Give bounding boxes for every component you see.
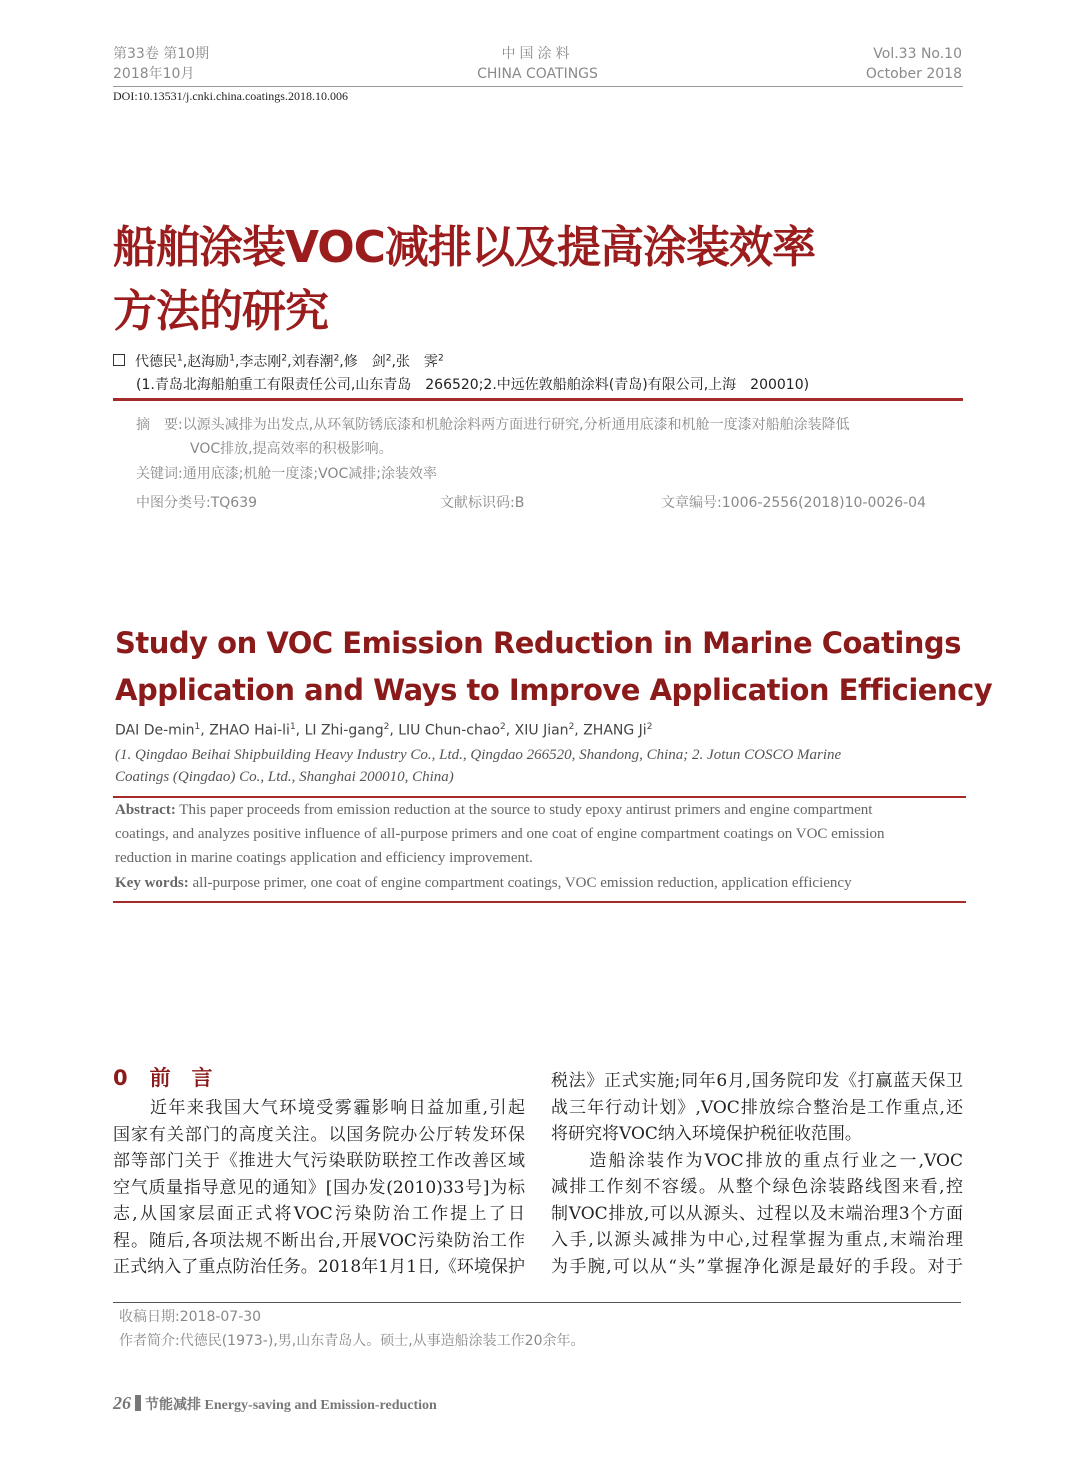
abstract-cn-label: 摘 要: [136, 417, 183, 433]
author: 赵海励 [187, 354, 230, 370]
title-cn-line2: 方法的研究 [113, 286, 328, 337]
section-heading [113, 1062, 213, 1092]
body-text-line: 志,从国家层面正式将VOC污染防治工作提上了日 [113, 1204, 525, 1224]
received-date: 收稿日期:2018-07-30 [119, 1309, 262, 1325]
affiliation-en-line2: Coatings (Qingdao) Co., Ltd., Shanghai 200010, China) [115, 769, 454, 785]
author: 修 剑 [343, 354, 386, 370]
author: 代德民 [135, 354, 177, 370]
author-affiliation-mark: 1 [194, 722, 201, 732]
author-bio: 作者简介:代德民(1973-),男,山东青岛人。硕士,从事造船涂装工作20余年。 [119, 1333, 585, 1349]
footnote-rule [113, 1302, 961, 1303]
body-text-line: 正式纳入了重点防治任务。2018年1月1日,《环境保护 [113, 1257, 525, 1277]
document-code: 文献标识码:B [440, 495, 525, 511]
abstract-en-text: This paper proceeds from emission reduction at the source to study epoxy antirust primers and engine compartment [175, 802, 873, 818]
abstract-en-line3: reduction in marine coatings application and efficiency improvement. [115, 850, 533, 866]
author: LIU Chun-chao [398, 722, 501, 739]
author: 李志刚 [239, 354, 282, 370]
authors-en: DAI $De-\min^1$, ZHAO Hai-$li^1$, LI Zhi-gang$^2$, LIU Chun-chao$^2$, XIU Jian$^2$, ZHANG Ji$^2$ [115, 722, 653, 739]
abstract-cn-line2: VOC排放,提高效率的积极影响。 [190, 441, 393, 457]
author-affiliation-mark: 2 [333, 353, 340, 364]
abstract-en-line2: coatings, and analyzes positive influence of all-purpose primers and one coat of engine compartment coatings on VOC emission [115, 826, 885, 842]
abstract-cn [136, 414, 850, 434]
section-title: 前 言 [149, 1066, 213, 1090]
body-text-line: 造船涂装作为VOC排放的重点行业之一,VOC [551, 1150, 963, 1171]
affiliation-en-line1: (1. Qingdao Beihai Shipbuilding Heavy Industry Co., Ltd., Qingdao 266520, Shandong, China; 2. Jotun COSCO Marine [115, 747, 842, 763]
author: ZHANG Ji [583, 722, 647, 739]
title-cn-line1: 船舶涂装VOC减排以及提高涂装效率 [113, 222, 815, 273]
authors-cn: 代德民$^1$,赵海励$^1$,李志刚$^2$,刘春潮$^2$,修 剑$^2$,张 霁$^2$ [113, 351, 444, 371]
abstract-en-label: Abstract: [115, 802, 176, 818]
abstract-en-line1 [115, 802, 872, 819]
author-affiliation-mark: 2 [281, 353, 288, 364]
body-text-line: 空气质量指导意见的通知》[国办发(2010)33号]为标 [113, 1177, 525, 1198]
abstract-top-rule [113, 796, 966, 798]
body-text-line: 为手腕,可以从“头”掌握净化源是最好的手段。对于 [551, 1256, 963, 1277]
author: LI Zhi-gang [304, 722, 384, 739]
body-text-line: 战三年行动计划》,VOC排放综合整治是工作重点,还 [551, 1097, 963, 1118]
clc-number: 中图分类号:TQ639 [136, 495, 258, 511]
page-footer [113, 1393, 437, 1414]
author-affiliation-mark: 2 [385, 353, 392, 364]
abstract-bottom-rule [113, 901, 966, 903]
author: XIU Jian [514, 722, 569, 739]
author-affiliation-mark: 2 [500, 722, 506, 732]
author-affiliation-mark: 2 [383, 722, 390, 732]
author: 刘春潮 [291, 354, 334, 370]
keywords-en-text: all-purpose primer, one coat of engine compartment coatings, VOC emission reduction, application efficiency [188, 875, 852, 891]
body-text-line: 将研究将VOC纳入环境保护税征收范围。 [551, 1124, 862, 1144]
author: 张 霁 [395, 354, 438, 370]
volume-issue-cn: 第33卷 第10期 [113, 46, 210, 62]
keywords-en [115, 875, 852, 892]
square-icon [113, 354, 125, 366]
footer-section: 节能减排 Energy-saving and Emission-reduction [145, 1398, 437, 1413]
journal-name-en: CHINA COATINGS [477, 66, 598, 82]
keywords-cn: 关键词:通用底漆;机舱一度漆;VOC减排;涂装效率 [136, 466, 437, 482]
body-text-line: 部等部门关于《推进大气污染联防联控工作改善区域 [113, 1151, 525, 1171]
body-text-line: 税法》正式实施;同年6月,国务院印发《打赢蓝天保卫 [551, 1071, 963, 1091]
volume-issue-en: Vol.33 No.10 [873, 46, 962, 62]
body-text-line: 国家有关部门的高度关注。以国务院办公厅转发环保 [113, 1124, 525, 1145]
affiliation-cn: (1.青岛北海船舶重工有限责任公司,山东青岛 266520;2.中远佐敦船舶涂料(青岛)有限公司,上海 200010) [136, 377, 810, 393]
doi: DOI:10.13531/j.cnki.china.coatings.2018.10.006 [113, 89, 348, 103]
body-text-line: 程。随后,各项法规不断出台,开展VOC污染防治工作 [113, 1230, 525, 1251]
footer-bar [135, 1395, 141, 1411]
body-text-line: 制VOC排放,可以从源头、过程以及末端治理3个方面 [551, 1203, 963, 1224]
author-affiliation-mark: 2 [437, 353, 444, 364]
body-text-line: 入手,以源头减排为中心,过程掌握为重点,末端治理 [551, 1230, 963, 1250]
header-rule [113, 86, 963, 87]
abstract-cn-line1: 以源头减排为出发点,从环氧防锈底漆和机舱涂料两方面进行研究,分析通用底漆和机舱一度漆对船舶涂装降低 [182, 417, 850, 433]
body-text-line: 近年来我国大气环境受雾霾影响日益加重,引起 [113, 1098, 525, 1118]
keywords-en-label: Key words: [115, 875, 189, 891]
title-en-line1: Study on VOC Emission Reduction in Marine Coatings [115, 626, 961, 660]
journal-name-cn: 中国涂料 [501, 46, 574, 62]
page-number: 26 [113, 1393, 131, 1413]
author: DAI De-min [115, 722, 195, 739]
author-affiliation-mark: 1 [229, 353, 235, 364]
author: ZHAO Hai-li [209, 722, 290, 739]
title-rule [113, 398, 963, 401]
author-affiliation-mark: 1 [289, 722, 296, 732]
date-cn: 2018年10月 [113, 66, 195, 82]
article-number: 文章编号:1006-2556(2018)10-0026-04 [661, 495, 926, 511]
date-en: October 2018 [865, 66, 962, 82]
author-affiliation-mark: 2 [568, 722, 575, 732]
body-text-line: 减排工作刻不容缓。从整个绿色涂装路线图来看,控 [551, 1177, 963, 1197]
title-en-line2: Application and Ways to Improve Application Efficiency [115, 673, 993, 707]
section-number: 0 [113, 1066, 128, 1090]
author-affiliation-mark: 2 [646, 722, 653, 732]
author-affiliation-mark: 1 [177, 353, 183, 364]
